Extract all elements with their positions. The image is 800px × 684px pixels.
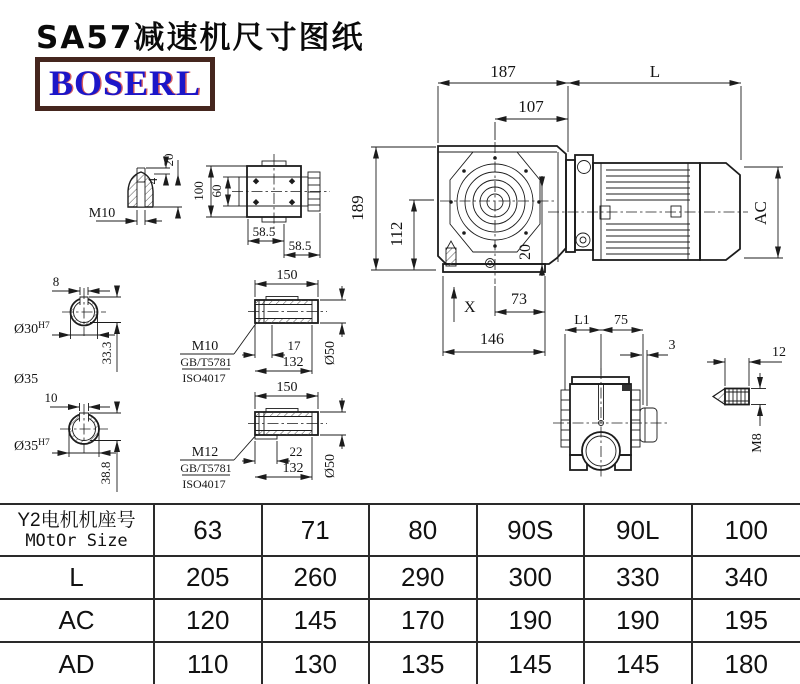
header-label-cn: Y2电机机座号	[17, 510, 136, 532]
dim-d50-hs1-label: Ø50	[323, 340, 338, 366]
row-AD-val-2: 135	[370, 643, 478, 684]
dim-d50-hs2-label: Ø50	[323, 453, 338, 479]
dim-M8-label: M8	[750, 433, 765, 453]
fan-cover	[700, 163, 740, 260]
bolt-threads	[725, 389, 749, 404]
dim-388-label: 38.8	[98, 461, 113, 485]
dim-key-8	[52, 274, 110, 295]
dim-L	[568, 62, 741, 160]
thread-note-hs1	[180, 322, 257, 385]
hollow-shaft-1	[180, 268, 346, 385]
dim-22-label: 22	[289, 444, 303, 459]
dim-12-label: 12	[772, 345, 786, 360]
row-AC-val-2: 170	[370, 600, 478, 643]
plug-detail	[89, 154, 182, 226]
brand-logo-text: BOSERL	[49, 63, 202, 103]
dim-M8	[750, 373, 766, 453]
dim-146-label: 146	[480, 331, 504, 348]
front-view	[553, 313, 676, 478]
dim-bore-30	[14, 314, 115, 339]
dim-L1-label: L1	[574, 313, 590, 328]
row-AC-val-1: 145	[263, 600, 371, 643]
header-col-80: 80	[370, 505, 478, 557]
shaft-section-35	[14, 390, 121, 492]
row-AD-val-5: 180	[693, 643, 800, 684]
header-col-100: 100	[693, 505, 800, 557]
row-L-val-3: 300	[478, 557, 586, 600]
header-col-63: 63	[155, 505, 263, 557]
thread-note-hs2	[180, 434, 257, 491]
hollow-shaft-2	[180, 380, 346, 491]
row-AC-label: AC	[0, 600, 155, 643]
row-AD-val-3: 145	[478, 643, 586, 684]
dim-132-hs2	[255, 437, 312, 480]
row-AC-val-3: 190	[478, 600, 586, 643]
od-35-label: Ø35	[14, 372, 39, 387]
row-L-val-4: 330	[585, 557, 693, 600]
top-view	[191, 154, 330, 258]
axis-x-label: X	[464, 299, 476, 316]
dim-150-hs2	[255, 380, 318, 409]
bore-35-label: $Ø35^{H7}$	[14, 438, 50, 454]
dim-key-10	[45, 390, 111, 411]
dim-189	[348, 147, 436, 270]
std-gbt5781-label-1: GB/T5781	[180, 355, 232, 369]
thread-m10-label: M10	[191, 339, 219, 354]
dim-150-hs1-label: 150	[276, 268, 298, 283]
row-AD-label: AD	[0, 643, 155, 684]
dim-333-label: 33.3	[99, 341, 114, 365]
dim-388	[90, 403, 122, 492]
row-L-val-5: 340	[693, 557, 800, 600]
row-AC-val-0: 120	[155, 600, 263, 643]
bore-30-label: $Ø30^{H7}$	[14, 321, 50, 337]
row-L-val-0: 205	[155, 557, 263, 600]
dim-AC-label: AC	[751, 201, 770, 225]
dim-8-label: 8	[52, 274, 60, 289]
row-AD-val-1: 130	[263, 643, 371, 684]
std-gbt5781-label-2: GB/T5781	[180, 461, 232, 475]
row-AD-val-0: 110	[155, 643, 263, 684]
dim-187-label: 187	[490, 62, 516, 81]
header-label-en: MOtOr Size	[25, 531, 128, 552]
main-view	[348, 62, 783, 356]
dim-17-label: 17	[287, 338, 301, 353]
dim-L1	[565, 313, 601, 390]
bolt-detail	[707, 345, 786, 453]
dim-187	[438, 62, 568, 152]
dim-73-label: 73	[511, 291, 527, 308]
std-iso4017-label-1: ISO4017	[182, 371, 226, 385]
dim-107	[495, 97, 568, 140]
dim-189-label: 189	[348, 195, 367, 221]
dim-146	[443, 276, 545, 356]
dim-10-label: 10	[44, 390, 58, 405]
dim-100-label: 100	[191, 181, 206, 201]
dim-75	[601, 313, 643, 405]
dim-m10-plug	[89, 206, 162, 225]
dim-150-hs1	[255, 268, 318, 297]
dim-AC	[744, 167, 783, 258]
dim-333	[89, 287, 121, 372]
dim-585-right-label: 58.5	[288, 238, 312, 253]
row-AD-val-4: 145	[585, 643, 693, 684]
row-L-val-2: 290	[370, 557, 478, 600]
header-col-90S: 90S	[478, 505, 586, 557]
axis-x-arrow	[454, 287, 476, 322]
shaft-section-30	[14, 274, 121, 387]
std-iso4017-label-2: ISO4017	[182, 477, 226, 491]
row-AC-val-4: 190	[585, 600, 693, 643]
dim-585-left-label: 58.5	[252, 224, 276, 239]
dim-107-label: 107	[518, 97, 544, 116]
dim-bore-35	[14, 431, 116, 457]
page-title: SA57减速机尺寸图纸	[36, 20, 365, 56]
dim-3	[620, 338, 676, 406]
thread-m12-label: M12	[191, 445, 219, 460]
dim-112-label: 112	[387, 221, 406, 247]
plug-thread-label: M10	[88, 206, 116, 221]
dim-3-label: 3	[668, 338, 676, 353]
dim-12	[707, 345, 786, 386]
dim-20-main-label: 20	[517, 244, 534, 260]
row-L-val-1: 260	[263, 557, 371, 600]
dim-75-label: 75	[614, 313, 628, 328]
dim-150-hs2-label: 150	[276, 380, 298, 395]
header-col-71: 71	[263, 505, 371, 557]
dim-20-plug-label: 20	[161, 153, 176, 167]
table-header-motor-size	[0, 505, 155, 557]
dim-132-hs1-label: 132	[282, 355, 304, 370]
dim-d50-hs1	[320, 286, 346, 365]
dim-112	[387, 200, 434, 270]
dim-60-label: 60	[209, 184, 224, 198]
anchor-bolt	[446, 241, 456, 266]
dim-132-hs1	[255, 325, 312, 374]
dim-L-label: L	[649, 62, 661, 81]
header-col-90L: 90L	[585, 505, 693, 557]
motor-size-table	[0, 503, 800, 684]
dim-585-right	[284, 213, 320, 258]
dim-d50-hs2	[320, 398, 346, 478]
dim-4-label: 4	[145, 177, 160, 185]
row-L-label: L	[0, 557, 155, 600]
brand-logo-box	[35, 57, 215, 111]
dim-132-hs2-label: 132	[282, 461, 304, 476]
dim-585-left	[248, 219, 284, 258]
row-AC-val-5: 195	[693, 600, 800, 643]
